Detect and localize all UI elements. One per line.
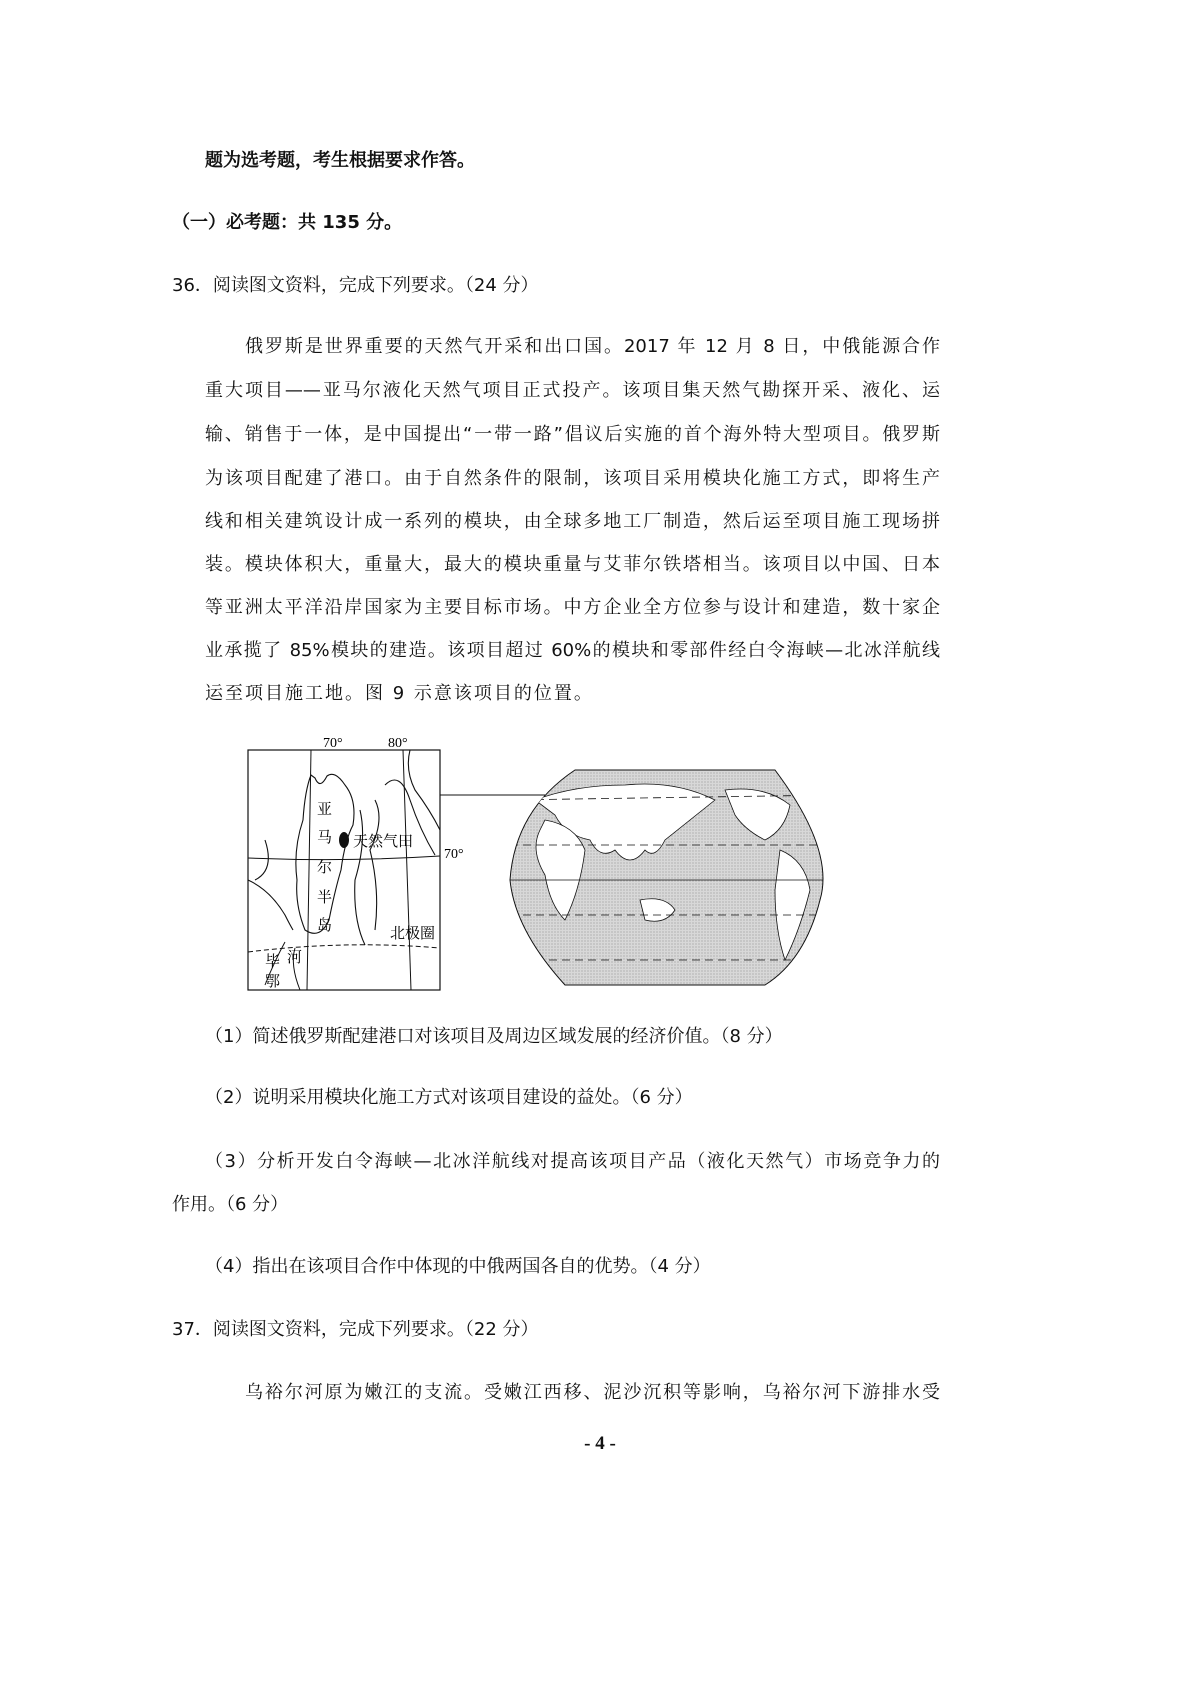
paragraph-line: 等亚洲太平洋沿岸国家为主要目标市场。中方企业全方位参与设计和建造，数十家企	[205, 597, 940, 618]
river-label: 河	[287, 948, 303, 966]
inset-map	[248, 736, 464, 990]
paragraph-line: 重大项目——亚马尔液化天然气项目正式投产。该项目集天然气勘探开采、液化、运	[205, 380, 940, 401]
subquestion-4: （4）指出在该项目合作中体现的中俄两国各自的优势。（4 分）	[205, 1256, 711, 1277]
question-36-title: 36．阅读图文资料，完成下列要求。（24 分）	[172, 275, 539, 296]
gas-field-label: 天然气田	[353, 832, 414, 850]
paragraph-line: 线和相关建筑设计成一系列的模块，由全球多地工厂制造，然后运至项目施工现场拼	[205, 511, 940, 532]
paragraph-line: 乌裕尔河原为嫩江的支流。受嫩江西移、泥沙沉积等影响，乌裕尔河下游排水受	[245, 1382, 940, 1403]
page-number: - 4 -	[584, 1433, 616, 1454]
peninsula-label: 亚	[317, 800, 333, 818]
paragraph-line: 为该项目配建了港口。由于自然条件的限制，该项目采用模块化施工方式，即将生产	[205, 468, 940, 489]
river-name-label: 毕	[265, 952, 281, 970]
paragraph-line: 业承揽了 85%模块的建造。该项目超过 60%的模块和零部件经白令海峡—北冰洋航线	[205, 640, 940, 661]
section-heading: （一）必考题：共 135 分。	[172, 212, 403, 233]
paragraph-line: 运至项目施工地。图 9 示意该项目的位置。	[205, 683, 594, 704]
subquestion-2: （2）说明采用模块化施工方式对该项目建设的益处。（6 分）	[205, 1087, 693, 1108]
arctic-circle-label: 北极圈	[390, 924, 436, 942]
question-37-title: 37．阅读图文资料，完成下列要求。（22 分）	[172, 1319, 539, 1340]
peninsula-label: 尔	[317, 858, 333, 876]
river-name-label: 鄂	[265, 972, 281, 990]
peninsula-label: 半	[317, 888, 333, 906]
gas-field-marker	[339, 832, 349, 848]
intro-line: 题为选考题，考生根据要求作答。	[205, 150, 475, 171]
paragraph-line: 装。模块体积大，重量大，最大的模块重量与艾菲尔铁塔相当。该项目以中国、日本	[205, 554, 940, 575]
world-map	[510, 770, 835, 985]
peninsula-label: 马	[317, 828, 333, 846]
lon-70-label: 70°	[323, 736, 343, 751]
subquestion-3: （3）分析开发白令海峡—北冰洋航线对提高该项目产品（液化天然气）市场竞争力的	[205, 1151, 940, 1172]
peninsula-label: 岛	[317, 916, 333, 934]
lon-80-label: 80°	[388, 736, 408, 751]
subquestion-1: （1）简述俄罗斯配建港口对该项目及周边区域发展的经济价值。（8 分）	[205, 1026, 783, 1047]
figure-9-map	[245, 730, 845, 1000]
paragraph-line: 输、销售于一体，是中国提出“一带一路”倡议后实施的首个海外特大型项目。俄罗斯	[205, 424, 940, 445]
paragraph-line: 俄罗斯是世界重要的天然气开采和出口国。2017 年 12 月 8 日，中俄能源合作	[245, 336, 940, 357]
subquestion-3-cont: 作用。（6 分）	[172, 1194, 289, 1215]
lat-70-label: 70°	[444, 847, 464, 862]
